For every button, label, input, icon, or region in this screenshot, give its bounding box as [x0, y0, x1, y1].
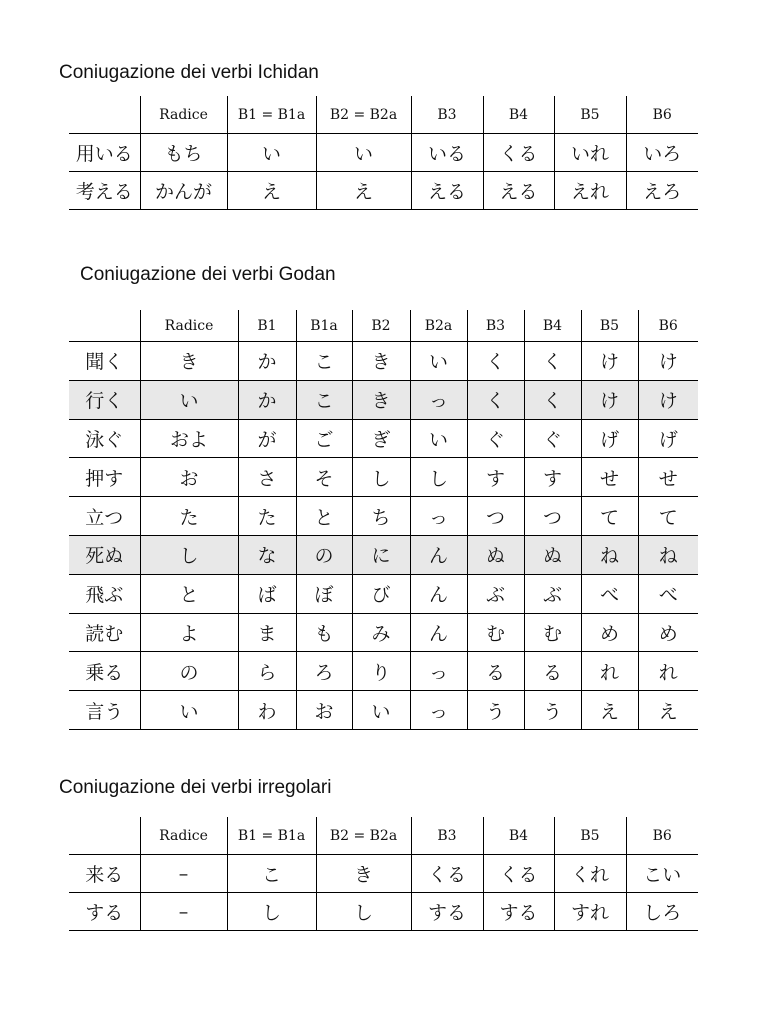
table-cell: ろ: [296, 652, 352, 691]
table-cell: せ: [581, 458, 638, 497]
table-cell: ぶ: [467, 574, 524, 613]
header-cell: B3: [467, 310, 524, 342]
table-cell: う: [524, 691, 581, 730]
ichidan-table: [69, 96, 698, 210]
header-cell: B2 = B2a: [316, 817, 411, 855]
table-cell: さ: [238, 458, 296, 497]
table-cell: こい: [626, 855, 698, 893]
table-cell: およ: [140, 419, 238, 458]
header-cell: B4: [483, 96, 554, 134]
table-cell: くる: [483, 134, 554, 172]
table-row: [69, 893, 698, 931]
header-cell: [69, 817, 140, 855]
table-cell: つ: [524, 497, 581, 536]
table-row: [69, 497, 698, 536]
table-cell: ま: [238, 613, 296, 652]
table-cell: べ: [581, 574, 638, 613]
table-cell: く: [524, 342, 581, 381]
table-cell: れ: [581, 652, 638, 691]
table-row: [69, 134, 698, 172]
table-cell: な: [238, 535, 296, 574]
table-cell: っ: [410, 652, 467, 691]
table-cell: ん: [410, 613, 467, 652]
table-cell: ん: [410, 535, 467, 574]
verb-cell: 泳ぐ: [69, 419, 140, 458]
table-cell: えれ: [554, 172, 626, 210]
table-cell: も: [296, 613, 352, 652]
header-cell: B2: [352, 310, 410, 342]
table-cell: く: [524, 380, 581, 419]
table-cell: え: [638, 691, 698, 730]
table-cell: わ: [238, 691, 296, 730]
table-cell: しろ: [626, 893, 698, 931]
header-cell: B1 = B1a: [227, 817, 316, 855]
table-row: [69, 172, 698, 210]
table-cell: た: [238, 497, 296, 536]
verb-cell: 行く: [69, 380, 140, 419]
verb-cell: 死ぬ: [69, 535, 140, 574]
header-cell: B4: [524, 310, 581, 342]
header-cell: B3: [411, 817, 483, 855]
header-cell: B6: [626, 817, 698, 855]
header-cell: [69, 96, 140, 134]
table-cell: か: [238, 342, 296, 381]
table-cell: え: [316, 172, 411, 210]
table-cell: し: [227, 893, 316, 931]
verb-cell: 考える: [69, 172, 140, 210]
table-cell: い: [410, 419, 467, 458]
header-cell: B6: [638, 310, 698, 342]
table-cell: ぐ: [467, 419, 524, 458]
table-row: [69, 652, 698, 691]
table-cell: こ: [227, 855, 316, 893]
header-cell: [69, 310, 140, 342]
table-cell: いれ: [554, 134, 626, 172]
table-cell: か: [238, 380, 296, 419]
table-cell: くれ: [554, 855, 626, 893]
table-cell: む: [524, 613, 581, 652]
header-cell: B5: [581, 310, 638, 342]
table-cell: げ: [638, 419, 698, 458]
table-cell: く: [467, 380, 524, 419]
verb-cell: 用いる: [69, 134, 140, 172]
table-row: [69, 855, 698, 893]
table-cell: う: [467, 691, 524, 730]
table-cell: よ: [140, 613, 238, 652]
header-cell: B1a: [296, 310, 352, 342]
table-cell: もち: [140, 134, 227, 172]
table-cell: り: [352, 652, 410, 691]
table-cell: せ: [638, 458, 698, 497]
table-cell: る: [524, 652, 581, 691]
table-cell: えろ: [626, 172, 698, 210]
header-cell: B3: [411, 96, 483, 134]
verb-cell: する: [69, 893, 140, 931]
verb-cell: 読む: [69, 613, 140, 652]
verb-cell: 飛ぶ: [69, 574, 140, 613]
table-cell: する: [483, 893, 554, 931]
table-cell: ぬ: [524, 535, 581, 574]
header-cell: Radice: [140, 817, 227, 855]
table-cell: っ: [410, 380, 467, 419]
header-cell: B5: [554, 817, 626, 855]
table-cell: ね: [638, 535, 698, 574]
table-cell: っ: [410, 691, 467, 730]
table-cell: し: [316, 893, 411, 931]
table-row: [69, 342, 698, 381]
table-cell: そ: [296, 458, 352, 497]
table-cell: い: [140, 380, 238, 419]
table-cell: す: [467, 458, 524, 497]
table-cell: お: [140, 458, 238, 497]
table-cell: み: [352, 613, 410, 652]
table-cell: こ: [296, 342, 352, 381]
table-cell: け: [638, 342, 698, 381]
table-cell: る: [467, 652, 524, 691]
irregolari-title: Coniugazione dei verbi irregolari: [59, 777, 332, 798]
table-cell: け: [638, 380, 698, 419]
table-row: [69, 419, 698, 458]
table-cell: し: [352, 458, 410, 497]
table-cell: く: [467, 342, 524, 381]
table-cell: と: [140, 574, 238, 613]
table-cell: れ: [638, 652, 698, 691]
table-cell: お: [296, 691, 352, 730]
table-cell: いろ: [626, 134, 698, 172]
table-cell: ん: [410, 574, 467, 613]
header-cell: B4: [483, 817, 554, 855]
table-row: [69, 691, 698, 730]
table-cell: き: [316, 855, 411, 893]
table-cell: する: [411, 893, 483, 931]
table-cell: め: [581, 613, 638, 652]
table-cell: と: [296, 497, 352, 536]
header-cell: B2 = B2a: [316, 96, 411, 134]
table-cell: む: [467, 613, 524, 652]
table-cell: ぬ: [467, 535, 524, 574]
table-cell: が: [238, 419, 296, 458]
table-cell: え: [581, 691, 638, 730]
table-cell: える: [411, 172, 483, 210]
table-cell: い: [316, 134, 411, 172]
table-cell: の: [296, 535, 352, 574]
table-header-row: [69, 96, 698, 134]
header-cell: Radice: [140, 96, 227, 134]
table-cell: た: [140, 497, 238, 536]
table-cell: き: [140, 342, 238, 381]
table-cell: い: [410, 342, 467, 381]
table-cell: べ: [638, 574, 698, 613]
table-cell: げ: [581, 419, 638, 458]
table-cell: ば: [238, 574, 296, 613]
table-cell: つ: [467, 497, 524, 536]
table-cell: け: [581, 380, 638, 419]
table-cell: し: [410, 458, 467, 497]
godan-table: [69, 310, 698, 730]
verb-cell: 聞く: [69, 342, 140, 381]
verb-cell: 乗る: [69, 652, 140, 691]
table-cell: ぶ: [524, 574, 581, 613]
table-cell: の: [140, 652, 238, 691]
table-cell: ら: [238, 652, 296, 691]
irregolari-table: [69, 817, 698, 931]
table-cell: ぐ: [524, 419, 581, 458]
table-cell: き: [352, 342, 410, 381]
table-cell: て: [581, 497, 638, 536]
table-cell: め: [638, 613, 698, 652]
table-cell: える: [483, 172, 554, 210]
verb-cell: 言う: [69, 691, 140, 730]
table-row-shaded: [69, 535, 698, 574]
table-cell: くる: [483, 855, 554, 893]
ichidan-title: Coniugazione dei verbi Ichidan: [59, 62, 319, 83]
verb-cell: 立つ: [69, 497, 140, 536]
table-cell: すれ: [554, 893, 626, 931]
table-cell: え: [227, 172, 316, 210]
table-cell: ね: [581, 535, 638, 574]
header-cell: Radice: [140, 310, 238, 342]
table-cell: に: [352, 535, 410, 574]
table-cell: い: [140, 691, 238, 730]
table-cell: いる: [411, 134, 483, 172]
table-row: [69, 613, 698, 652]
table-header-row: [69, 817, 698, 855]
table-cell: ぎ: [352, 419, 410, 458]
table-cell: て: [638, 497, 698, 536]
header-cell: B1 = B1a: [227, 96, 316, 134]
godan-title: Coniugazione dei verbi Godan: [80, 264, 336, 285]
header-cell: B2a: [410, 310, 467, 342]
verb-cell: 押す: [69, 458, 140, 497]
table-cell: び: [352, 574, 410, 613]
table-row-shaded: [69, 380, 698, 419]
header-cell: B6: [626, 96, 698, 134]
table-row: [69, 458, 698, 497]
table-cell: ち: [352, 497, 410, 536]
verb-cell: 来る: [69, 855, 140, 893]
table-cell: い: [227, 134, 316, 172]
table-cell: ぼ: [296, 574, 352, 613]
table-cell: こ: [296, 380, 352, 419]
table-header-row: [69, 310, 698, 342]
table-cell: くる: [411, 855, 483, 893]
table-cell: っ: [410, 497, 467, 536]
table-row: [69, 574, 698, 613]
table-cell: かんが: [140, 172, 227, 210]
table-cell: ご: [296, 419, 352, 458]
table-cell: す: [524, 458, 581, 497]
header-cell: B5: [554, 96, 626, 134]
table-cell: い: [352, 691, 410, 730]
table-cell: –: [140, 855, 227, 893]
table-cell: –: [140, 893, 227, 931]
table-cell: け: [581, 342, 638, 381]
table-cell: し: [140, 535, 238, 574]
header-cell: B1: [238, 310, 296, 342]
table-cell: き: [352, 380, 410, 419]
